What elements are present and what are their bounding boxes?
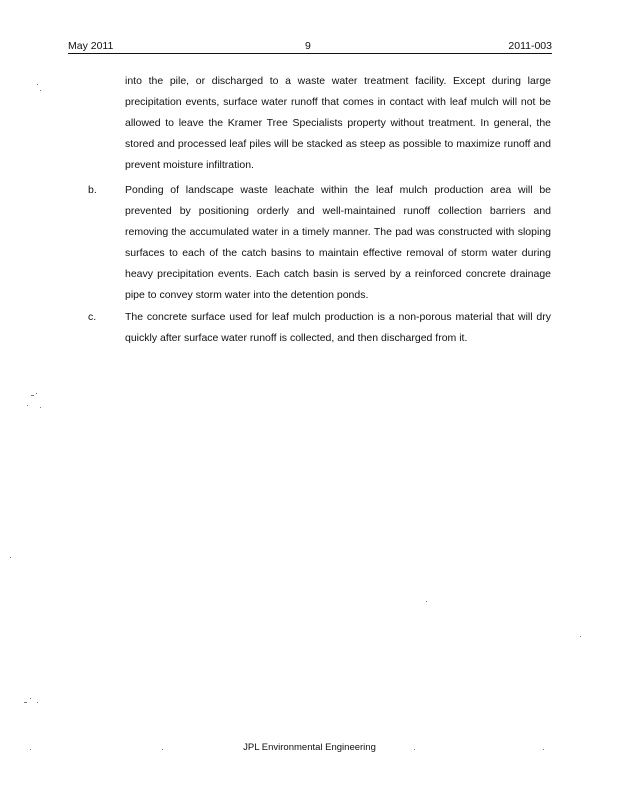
scan-speck bbox=[543, 749, 544, 750]
page-header bbox=[68, 40, 552, 56]
scan-speck bbox=[580, 636, 581, 637]
continuation-paragraph: into the pile, or discharged to a waste water treatment facility. Except during large precipitation events, surface water runoff that comes in contact with leaf mulch will not be allowed to leave the Kramer Tree Specialists property without treatment. In general, the stored and processed leaf piles will be stacked as steep as possible to maximize runoff and prevent moisture infiltration. bbox=[125, 75, 551, 171]
scan-speck bbox=[30, 749, 31, 750]
scan-speck bbox=[37, 702, 38, 703]
scan-speck bbox=[30, 698, 31, 699]
scan-speck bbox=[31, 395, 34, 396]
scan-speck bbox=[24, 702, 27, 703]
page-number: 9 bbox=[305, 40, 311, 52]
item-b-text: Ponding of landscape waste leachate within the leaf mulch production area will be prevented by positioning orderly and well-maintained runoff collection barriers and removing the accumulated water in a timely manner. The pad was constructed with sloping surfaces to each of the catch basins to maintain effective removal of storm water during heavy precipitation events. Each catch basin is served by a reinforced concrete drainage pipe to convey storm water into the detention ponds. bbox=[125, 184, 551, 301]
header-rule bbox=[68, 53, 552, 54]
document-number: 2011-003 bbox=[508, 40, 552, 52]
scan-speck bbox=[414, 749, 415, 750]
scan-speck bbox=[10, 557, 11, 558]
scan-speck bbox=[36, 393, 37, 394]
scan-speck bbox=[27, 405, 28, 406]
scan-speck bbox=[426, 601, 427, 602]
page-footer: JPL Environmental Engineering bbox=[243, 742, 376, 753]
item-b-label: b. bbox=[88, 184, 97, 196]
scan-speck bbox=[40, 407, 41, 408]
item-c-text: The concrete surface used for leaf mulch production is a non-porous material that will dry quickly after surface water runoff is collected, and then discharged from it. bbox=[125, 311, 551, 344]
item-c-label: c. bbox=[88, 311, 97, 323]
scan-speck bbox=[162, 749, 163, 750]
scan-speck bbox=[40, 90, 41, 91]
header-date: May 2011 bbox=[68, 40, 114, 52]
scan-speck bbox=[37, 84, 38, 85]
